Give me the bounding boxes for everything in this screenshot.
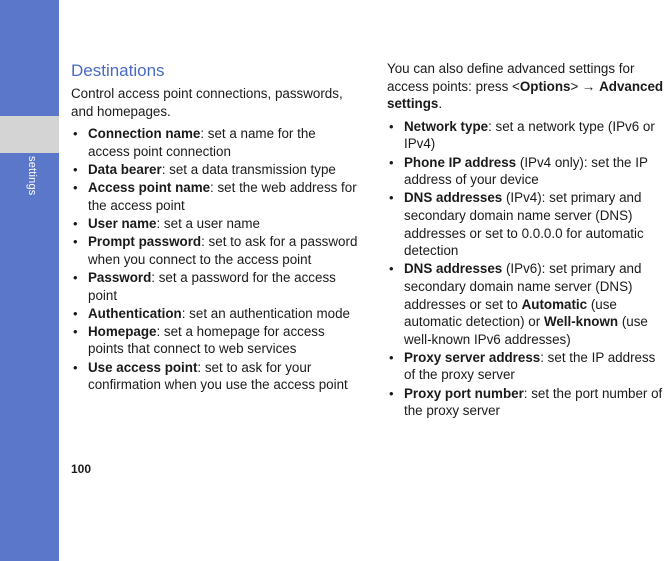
advanced-settings-option: Advanced settings: [387, 78, 664, 112]
sidebar: [0, 0, 59, 561]
item-desc: (IPv4): set primary and secondary domain name server (DNS) addresses or set to 0.0.0.0 for automatic detection: [404, 190, 644, 259]
item-desc: : set a homepage for access points that connect to web services: [88, 323, 325, 357]
intro-text: You can also define advanced settings for access points: press <: [387, 61, 635, 94]
item-desc: : set to ask for your confirmation when you use the access point: [88, 359, 348, 393]
item-desc: : set an authentication mode: [181, 305, 350, 321]
item-term: Password: [88, 269, 152, 285]
intro-end: .: [438, 96, 443, 112]
item-desc: : set a network type (IPv6 or IPv4): [404, 118, 655, 152]
advanced-list: [387, 118, 670, 420]
list-item: [387, 118, 670, 153]
item-option: Well-known: [543, 314, 619, 330]
item-term: Network type: [404, 118, 489, 134]
list-item: [71, 305, 361, 323]
list-item: [71, 161, 361, 179]
list-item: [71, 269, 361, 304]
list-item: [387, 189, 670, 259]
item-term: Prompt password: [88, 234, 202, 250]
list-item: [71, 179, 361, 214]
advanced-intro: [387, 60, 670, 113]
list-item: [71, 125, 361, 160]
item-term: DNS addresses: [404, 190, 503, 206]
list-item: [71, 233, 361, 268]
item-desc: (IPv4 only): set the IP address of your device: [404, 154, 648, 188]
item-desc: : set a data transmission type: [161, 161, 336, 177]
item-term: Homepage: [88, 323, 157, 339]
list-item: [71, 323, 361, 358]
item-term: User name: [88, 215, 157, 231]
item-term: Connection name: [88, 126, 201, 142]
item-term: Data bearer: [88, 161, 162, 177]
item-desc: : set a password for the access point: [88, 269, 336, 303]
item-term: Proxy server address: [404, 349, 541, 365]
item-desc: : set to ask for a password when you connect to the access point: [88, 234, 358, 267]
right-column: [387, 60, 670, 420]
item-term: DNS addresses: [404, 261, 503, 277]
intro-arrow: > →: [570, 78, 600, 94]
list-item: [387, 260, 670, 348]
page-number: 100: [71, 462, 92, 476]
item-term: Authentication: [88, 305, 182, 321]
item-desc: : set the IP address of the proxy server: [404, 349, 656, 383]
section-heading: Destinations: [71, 61, 165, 80]
item-desc: (use well-known IPv6 addresses): [404, 314, 648, 347]
destinations-list: [71, 125, 361, 394]
section-tab: [0, 116, 59, 153]
list-item: [71, 359, 361, 394]
item-term: Access point name: [88, 180, 211, 196]
item-desc: : set the web address for the access point: [88, 180, 357, 213]
item-option: Automatic: [521, 296, 588, 312]
section-label: settings: [26, 156, 38, 196]
item-desc: : set the port number of the proxy server: [404, 385, 663, 419]
item-term: Phone IP address: [404, 154, 517, 170]
item-term: Proxy port number: [404, 385, 524, 401]
options-key: Options: [519, 78, 571, 94]
item-desc: (IPv6): set primary and secondary domain name server (DNS) addresses or set to: [404, 261, 642, 312]
item-term: Use access point: [88, 359, 198, 375]
item-desc: : set a name for the access point connection: [88, 126, 316, 159]
item-desc: (use automatic detection) or: [404, 296, 617, 330]
list-item: [387, 349, 670, 384]
section-intro: Control access point connections, passwords, and homepages.: [71, 86, 343, 119]
left-column: [71, 60, 361, 394]
list-item: [387, 154, 670, 189]
list-item: [387, 385, 670, 420]
list-item: [71, 215, 361, 233]
item-desc: : set a user name: [156, 215, 260, 231]
